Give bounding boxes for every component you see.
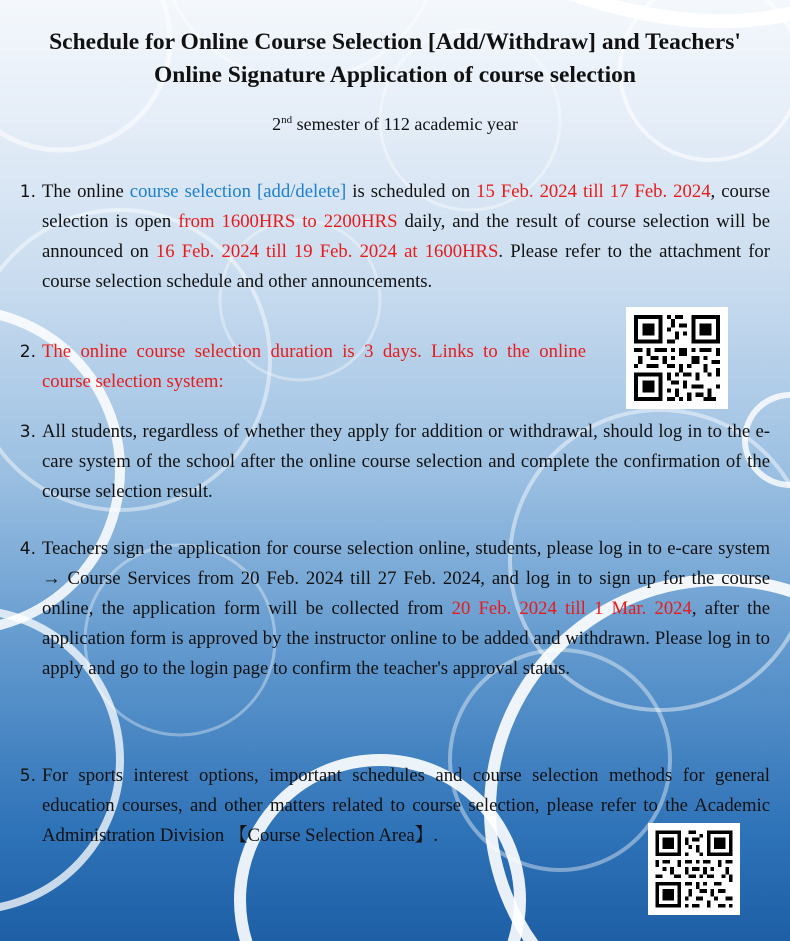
result-dates: 16 Feb. 2024 till 19 Feb. 2024 at 1600HRS xyxy=(155,241,499,262)
item-number: 5. xyxy=(19,766,36,786)
text-run: The online xyxy=(42,181,130,202)
list-item-4 xyxy=(6,534,770,684)
item-number: 1. xyxy=(19,182,36,202)
qr-code[interactable] xyxy=(648,823,740,915)
item-text: For sports interest options, important schedules and course selection methods for general education courses, and other matters related to course selection, please refer to the Academic Administration Division 【Course Selection Area】. xyxy=(42,765,770,846)
semester-number: 2 xyxy=(272,114,282,134)
text-run: daily, and the result of course selection will be announced on xyxy=(42,211,771,262)
selection-dates: 15 Feb. 2024 till 17 Feb. 2024 xyxy=(476,181,711,202)
item-number: 4. xyxy=(19,539,36,559)
text-run: . Please refer to the attachment for course selection schedule and other announcements. xyxy=(42,241,770,292)
title-line-1: Schedule for Online Course Selection [Add/Withdraw] and Teachers' xyxy=(49,29,741,55)
list-item-1 xyxy=(6,177,770,297)
item-text: The online course selection duration is 3 days. Links to the online course selection system: xyxy=(42,341,586,392)
text-run: is scheduled on xyxy=(346,181,477,202)
item-number: 2. xyxy=(19,342,36,362)
item-text xyxy=(42,534,770,684)
list-item-3 xyxy=(6,417,770,507)
qr-code[interactable] xyxy=(626,307,728,409)
page-title xyxy=(20,26,770,92)
qr-code-icon xyxy=(648,823,740,915)
text-run: , course selection is open xyxy=(42,181,771,232)
text-run: , after the application form is approved by the instructor online to be added and withdrawn. Please log in to apply and go to the login page to confirm the teacher's approval status. xyxy=(42,598,771,679)
collection-dates: 20 Feb. 2024 till 1 Mar. 2024 xyxy=(451,598,692,619)
item-text: All students, regardless of whether they apply for addition or withdrawal, should log in to the e-care system of the school after the online course selection and complete the confirmation of the course selection result. xyxy=(42,421,770,502)
selection-hours: from 1600HRS to 2200HRS xyxy=(178,211,398,232)
item-text xyxy=(42,177,770,297)
item-number: 3. xyxy=(19,422,36,442)
title-line-2: Online Signature Application of course selection xyxy=(154,62,636,88)
text-run: Teachers sign the application for course selection online, students, please log in to e-care system → Course Services from 20 Feb. 2024 till 27 Feb. 2024, and log in to sign up for the course online, the application form will be collected from xyxy=(42,538,770,619)
list-item-2 xyxy=(6,337,586,397)
course-selection-link-text: course selection [add/delete] xyxy=(129,181,347,202)
semester-subtitle xyxy=(0,114,790,135)
semester-text: semester of 112 academic year xyxy=(292,114,518,134)
semester-ordinal-suffix: nd xyxy=(281,114,293,126)
qr-code-icon xyxy=(626,307,728,409)
